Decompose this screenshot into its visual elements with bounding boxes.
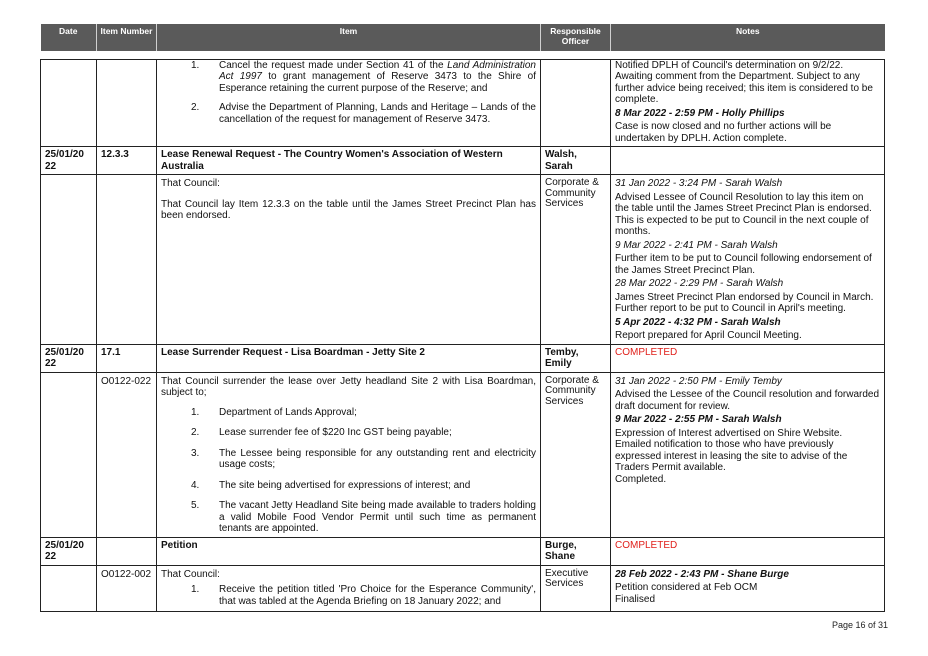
record-title: Lease Renewal Request - The Country Women's Association of Western Australia — [157, 147, 541, 175]
table-header — [41, 24, 885, 51]
record-ref: O0122-022 — [97, 372, 157, 537]
numbered-item: 2. Advise the Department of Planning, Lands and Heritage – Lands of the cancellation of the request for management of Reserve 3473. — [191, 102, 536, 125]
record-officer: Temby, Emily — [541, 344, 611, 372]
numbered-item: 1. Department of Lands Approval; — [191, 406, 357, 418]
record-resolution-cell: That Council surrender the lease over Jetty headland Site 2 with Lisa Boardman, subject to; 1. Department of Lands Approval; 2. Lease surrender fee of $220 Inc GST being payable; 3. The Lessee being responsible for any outstanding rent and electricity usage costs; 4. The site being advertised for expressions of interest; and 5. The vacant Jetty Headland Site being made available to traders holding a valid Mobile Food Vendor Permit until such time as permanent tenants are appointed. — [157, 372, 541, 537]
table-row — [41, 344, 885, 372]
table-row-body — [41, 175, 885, 345]
numbered-item: 3. The Lessee being responsible for any outstanding rent and electricity usage costs; — [191, 447, 536, 470]
record-status: COMPLETED — [611, 344, 885, 372]
record-officer: Burge, Shane — [541, 537, 611, 565]
numbered-item: 1. Cancel the request made under Section 41 of the Land Administration Act 1997 to grant management of Reserve 3473 to the Shire of Esperance retaining the current purpose of the Reserve; and — [191, 59, 536, 94]
action-register-page — [40, 24, 884, 612]
record-resolution-cell: That Council: 1. Receive the petition titled 'Pro Choice for the Esperance Community', that was tabled at the Agenda Briefing on 18 January 2022; and — [157, 565, 541, 612]
record-department: Executive Services — [541, 565, 611, 612]
record-title: Petition — [157, 537, 541, 565]
numbered-item: 5. The vacant Jetty Headland Site being made available to traders holding a valid Mobile Food Vendor Permit until such time as permanent tenants are appointed. — [191, 500, 536, 534]
record-notes-cell: 31 Jan 2022 - 2:50 PM - Emily Temby Advised the Lessee of the Council resolution and forwarded draft document for review. 9 Mar 2022 - 2:55 PM - Sarah Walsh Expression of Interest advertised on Shire Website. Emailed notification to those who have previously expressed interest in leasing the site to advise of the Traders Permit available. Completed. — [611, 372, 885, 537]
record-date: 25/01/20 22 — [41, 537, 97, 565]
record-item-number: 17.1 — [97, 344, 157, 372]
record-ref — [97, 175, 157, 345]
record-item-number: 12.3.3 — [97, 147, 157, 175]
record-notes-cell: 28 Feb 2022 - 2:43 PM - Shane Burge Petition considered at Feb OCM Finalised — [611, 565, 885, 612]
continued-item-cell — [157, 59, 541, 147]
record-department: Corporate & Community Services — [541, 372, 611, 537]
table-row-body — [41, 565, 885, 612]
record-date: 25/01/20 22 — [41, 344, 97, 372]
numbered-item: 1. Receive the petition titled 'Pro Choice for the Esperance Community', that was tabled at the Agenda Briefing on 18 January 2022; and — [191, 584, 536, 607]
header-item-number: Item Number — [97, 24, 157, 51]
table-row-continued — [41, 59, 885, 147]
record-date: 25/01/20 22 — [41, 147, 97, 175]
header-officer: Responsible Officer — [541, 24, 611, 51]
record-officer: Walsh, Sarah — [541, 147, 611, 175]
table-row — [41, 537, 885, 565]
table-row-body — [41, 372, 885, 537]
numbered-item: 4. The site being advertised for expressions of interest; and — [191, 479, 471, 491]
record-status: COMPLETED — [611, 537, 885, 565]
table-row — [41, 147, 885, 175]
record-department: Corporate & Community Services — [541, 175, 611, 345]
header-date: Date — [41, 24, 97, 51]
record-status — [611, 147, 885, 175]
record-title: Lease Surrender Request - Lisa Boardman - Jetty Site 2 — [157, 344, 541, 372]
continued-notes-cell: Notified DPLH of Council's determination on 9/2/22. Awaiting comment from the Department. Subject to any further advice being received; this item is considered to be complete. 8 Mar 2022 - 2:59 PM - Holly Phillips Case is now closed and no further actions will be undertaken by DPLH. Action complete. — [611, 59, 885, 147]
page-number: Page 16 of 31 — [831, 620, 888, 630]
numbered-item: 2. Lease surrender fee of $220 Inc GST being payable; — [191, 427, 452, 438]
record-resolution-cell: That Council: That Council lay Item 12.3.3 on the table until the James Street Precinct Plan has been endorsed. — [157, 175, 541, 345]
record-ref: O0122-002 — [97, 565, 157, 612]
record-item-number — [97, 537, 157, 565]
header-item: Item — [157, 24, 541, 51]
header-spacer — [41, 51, 885, 59]
record-notes-cell: 31 Jan 2022 - 3:24 PM - Sarah Walsh Advised Lessee of Council Resolution to lay this item on the table until the James Street Precinct Plan is endorsed. This is expected to be put to Council in the next couple of months. 9 Mar 2022 - 2:41 PM - Sarah Walsh Further item to be put to Council following endorsement of the James Street Precinct Plan. 28 Mar 2022 - 2:29 PM - Sarah Walsh James Street Precinct Plan endorsed by Council in March. Further report to be put to Council in April's meeting. 5 Apr 2022 - 4:32 PM - Sarah Walsh Report prepared for April Council Meeting. — [611, 175, 885, 345]
action-table — [40, 24, 885, 612]
header-notes: Notes — [611, 24, 885, 51]
